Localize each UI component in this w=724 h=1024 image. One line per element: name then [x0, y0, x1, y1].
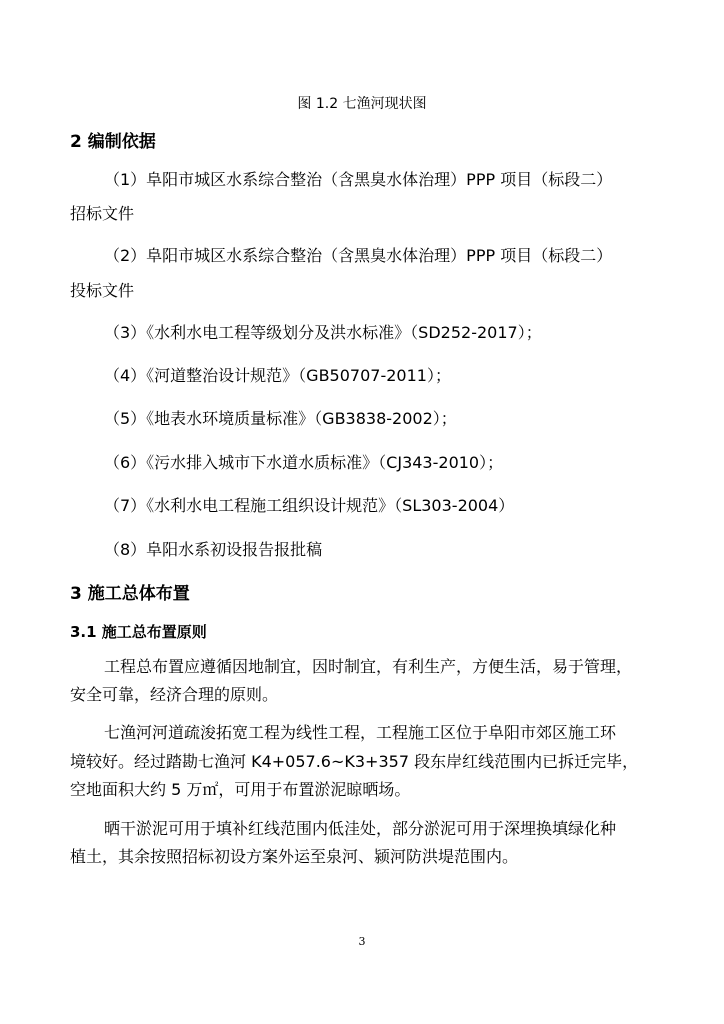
- reference-item-8: （8）阜阳水系初设报告报批稿: [104, 540, 323, 559]
- reference-item-2-line1: （2）阜阳市城区水系综合整治（含黑臭水体治理）PPP 项目（标段二）: [104, 246, 613, 265]
- reference-item-7: （7）《水利水电工程施工组织设计规范》（SL303-2004）: [104, 496, 515, 515]
- figure-caption: 图 1.2 七渔河现状图: [297, 96, 427, 112]
- section-3-1-heading: 3.1 施工总布置原则: [70, 623, 207, 641]
- paragraph-2-line1: 七渔河河道疏浚拓宽工程为线性工程，工程施工区位于阜阳市郊区施工环: [104, 723, 617, 742]
- reference-item-1-line2: 招标文件: [70, 204, 135, 223]
- reference-item-4: （4）《河道整治设计规范》（GB50707-2011）；: [104, 366, 451, 385]
- paragraph-3-line1: 晒干淤泥可用于填补红线范围内低洼处，部分淤泥可用于深埋换填绿化种: [104, 819, 617, 838]
- paragraph-3-line2: 植土，其余按照招标初设方案外运至泉河、颍河防洪堤范围内。: [70, 847, 519, 866]
- section-2-heading: 2 编制依据: [70, 132, 156, 152]
- reference-item-3: （3）《水利水电工程等级划分及洪水标准》（SD252-2017）；: [104, 323, 542, 342]
- paragraph-2-line3: 空地面积大约 5 万㎡，可用于布置淤泥晾晒场。: [70, 780, 411, 799]
- paragraph-1-line1: 工程总布置应遵循因地制宜，因时制宜，有利生产，方便生活，易于管理，: [104, 657, 633, 676]
- reference-item-6: （6）《污水排入城市下水道水质标准》（CJ343-2010）；: [104, 453, 504, 472]
- section-3-heading: 3 施工总体布置: [70, 584, 190, 604]
- paragraph-2-line2: 境较好。经过踏勘七渔河 K4+057.6~K3+357 段东岸红线范围内已拆迁完毕，: [70, 752, 639, 771]
- reference-item-5: （5）《地表水环境质量标准》（GB3838-2002）；: [104, 409, 457, 428]
- paragraph-1-line2: 安全可靠，经济合理的原则。: [70, 685, 279, 704]
- reference-item-2-line2: 投标文件: [70, 281, 135, 300]
- reference-item-1-line1: （1）阜阳市城区水系综合整治（含黑臭水体治理）PPP 项目（标段二）: [104, 170, 613, 189]
- page-number: 3: [358, 935, 366, 948]
